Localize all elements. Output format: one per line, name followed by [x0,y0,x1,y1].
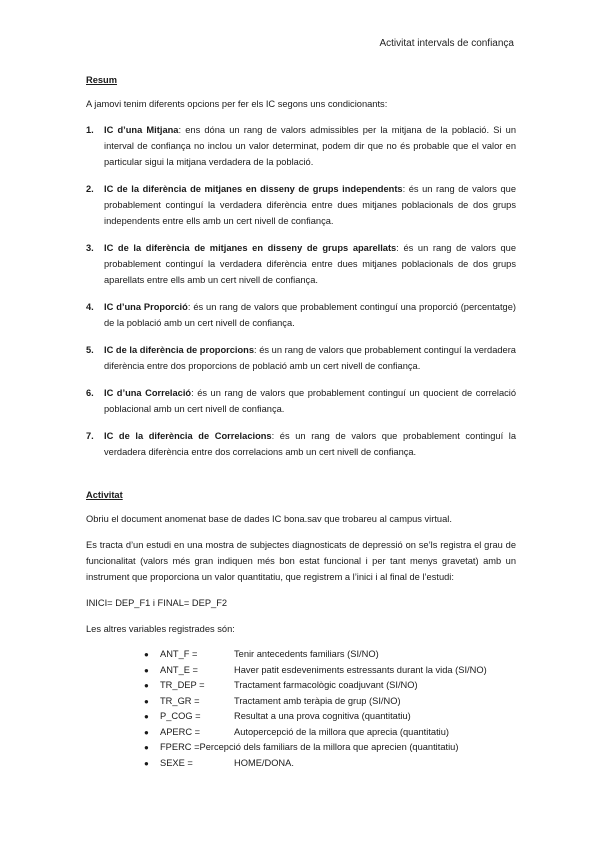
variable-item [144,663,516,679]
variable-description: Tractament farmacològic coadjuvant (SI/NO) [234,680,418,690]
variable-item [144,740,516,756]
activitat-paragraph-1: Obriu el document anomenat base de dades IC bona.sav que trobareu al campus virtual. [86,514,452,524]
variable-item [144,647,516,663]
variables-list [144,647,516,771]
list-item [86,122,516,170]
item-text: : és un rang de valors que probablement continguí un quocient de correlació poblacional amb un cert nivell de confiança. [104,388,516,414]
item-term: IC d’una Proporció [104,302,188,312]
item-term: IC de la diferència de mitjanes en disseny de grups independents [104,184,403,194]
variable-name: ANT_E = [160,664,198,675]
variable-name: FPERC =Percepció dels familiars de la millora que aprecien (quantitatiu) [160,742,459,752]
item-number: 2. [86,184,94,194]
list-item [86,342,516,374]
variable-description: Tractament amb teràpia de grup (SI/NO) [234,695,401,706]
activitat-paragraph-4: Les altres variables registrades són: [86,624,235,634]
item-text: : és un rang de valors que probablement continguí la verdadera diferència entre dues mitjanes poblacionals de dos grups aparellats entre ells amb un cert nivell de confiança. [104,243,517,285]
bullet-icon: ● [144,696,149,706]
variable-item [144,709,516,725]
variable-description: Resultat a una prova cognitiva (quantitatiu) [234,711,411,721]
variable-description: Autopercepció de la millora que aprecia (quantitatiu) [234,726,449,737]
bullet-icon: ● [144,743,149,752]
variable-description: Haver patit esdeveniments estressants durant la vida (SI/NO) [234,664,487,675]
activitat-heading: Activitat [86,490,123,500]
resum-intro: A jamovi tenim diferents opcions per fer els IC segons uns condicionants: [86,99,388,109]
list-item [86,428,516,460]
page-header: Activitat intervals de confiança [379,38,514,49]
item-term: IC de la diferència de Correlacions [104,431,272,441]
list-item [86,240,516,288]
document-body [86,72,516,771]
variable-name: SEXE = [160,757,193,768]
variable-item [144,694,516,710]
item-number: 5. [86,345,94,355]
bullet-icon: ● [144,681,149,690]
item-number: 1. [86,125,94,135]
bullet-icon: ● [144,665,149,675]
item-term: IC de la diferència de mitjanes en disseny de grups aparellats [104,243,397,253]
item-number: 4. [86,302,94,312]
item-text: : és un rang de valors que probablement continguí una proporció (percentatge) de la població amb un cert nivell de confiança. [104,302,516,328]
bullet-icon: ● [144,712,149,721]
list-item [86,181,516,229]
variable-item [144,725,516,741]
item-number: 6. [86,388,94,398]
bullet-icon: ● [144,758,149,768]
item-number: 3. [86,243,94,253]
list-item [86,299,516,331]
item-term: IC d’una Correlació [104,388,192,398]
item-term: IC d’una Mitjana [104,125,179,135]
variable-name: TR_DEP = [160,680,205,690]
item-text: : és un rang de valors que probablement continguí la verdadera diferència entre dos proporcions de població amb un cert nivell de confiança. [104,345,516,371]
variable-name: P_COG = [160,711,201,721]
bullet-icon: ● [144,727,149,737]
activitat-paragraph-2: Es tracta d’un estudi en una mostra de subjectes diagnosticats de depressió on se’ls registra el grau de funcionalitat (valors més gran indiquen més bon estat funcional i per tant menys gravetat) amb un instrument que proporciona un valor quantitatiu, que registrem a l’inici i al final de l’estudi: [86,540,516,582]
bullet-icon: ● [144,650,149,659]
item-number: 7. [86,431,94,441]
variable-description: Tenir antecedents familiars (SI/NO) [234,649,379,659]
ic-types-list [86,122,516,460]
item-text: : ens dóna un rang de valors admissibles per la mitjana de la població. Si un interval de confiança no inclou un valor determinat, podem dir que no és probable que el valor en particular sigui la mitjana verdadera de la població. [104,125,517,167]
item-term: IC de la diferència de proporcions [104,345,255,355]
variable-name: TR_GR = [160,695,200,706]
section-spacer [86,471,516,487]
variable-description: HOME/DONA. [234,757,294,768]
resum-heading: Resum [86,75,118,85]
variable-item [144,678,516,694]
variable-item [144,756,516,772]
activitat-paragraph-3: INICI= DEP_F1 i FINAL= DEP_F2 [86,598,228,608]
list-item [86,385,516,417]
variable-name: APERC = [160,726,201,737]
item-text: : és un rang de valors que probablement continguí la verdadera diferència entre dos correlacions amb un cert nivell de confiança. [104,431,517,457]
variable-name: ANT_F = [160,649,198,659]
item-text: : és un rang de valors que probablement continguí la verdadera diferència entre dues mitjanes poblacionals de dos grups independents entre ells amb un cert nivell de confiança. [104,184,516,226]
